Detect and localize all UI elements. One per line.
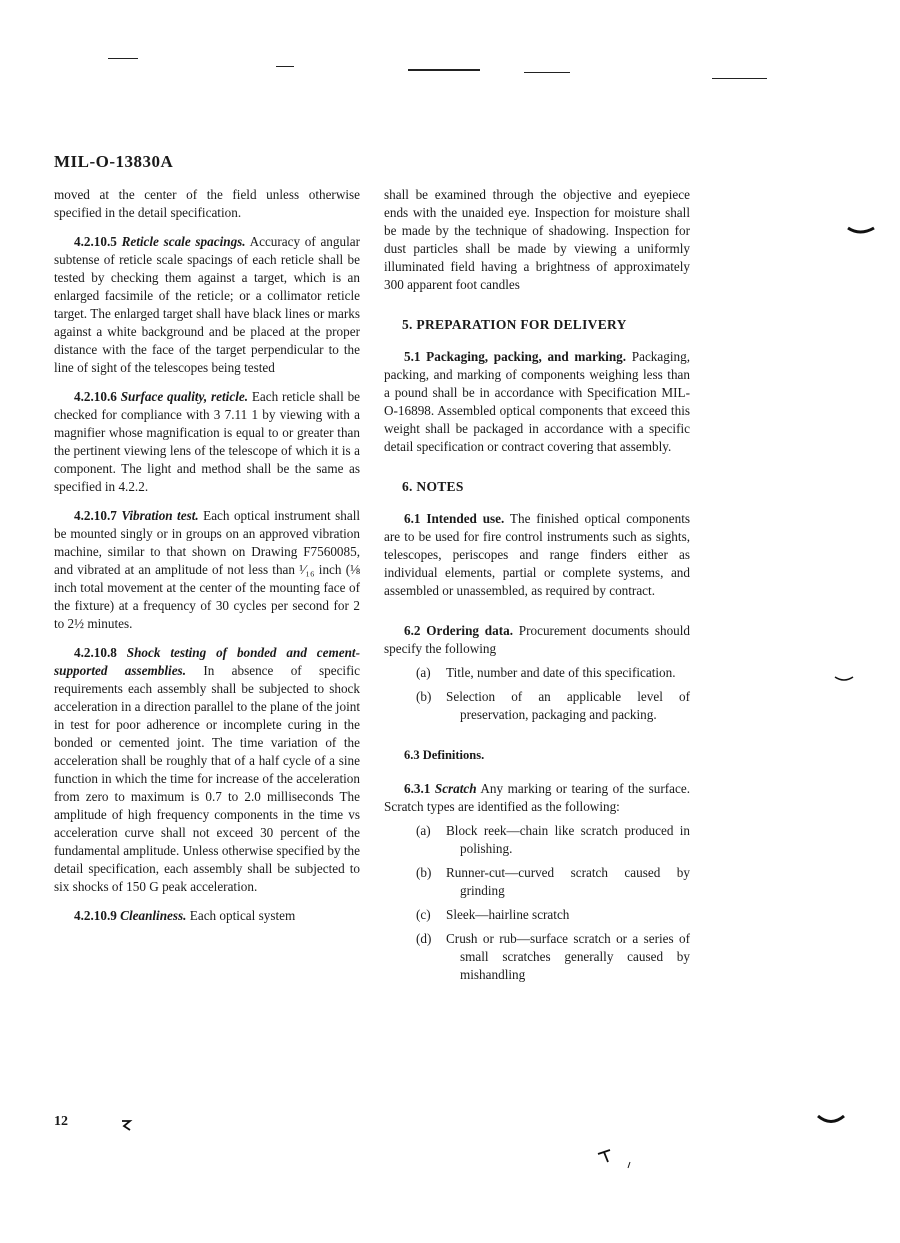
scan-speck xyxy=(816,1112,846,1128)
paragraph-5-1: 5.1 Packaging, packing, and marking. Packaging, packing, and marking of components weighing less than a pound shall be in accordance with Specification MIL-O-16898. Assembled optical components that exceed this weight shall be packaged in accordance with a specific detail specification or contract covering that assembly. xyxy=(384,349,690,454)
paragraph-6-3: 6.3 Definitions. xyxy=(404,748,485,762)
list-item: (d) Crush or rub—surface scratch or a series of small scratches generally caused by mishandling xyxy=(416,931,690,982)
paragraph-4-2-10-5: 4.2.10.5 Reticle scale spacings. Accuracy of angular subtense of reticle scale spacings of each reticle shall be tested by checking them against a target, which is an enlarged facsimile of the reticle; or a collimator reticle target. The enlarged target shall have black lines or marks against a white background and be placed at the proper distance with the face of the target perpendicular to the line of sight of the telescopes being tested xyxy=(54,234,360,375)
list-item: (c) Sleek—hairline scratch xyxy=(416,907,570,922)
list-item: (a) Title, number and date of this specification. xyxy=(416,665,676,680)
scan-speck xyxy=(846,224,876,238)
page-number: 12 xyxy=(54,1114,68,1129)
scan-speck xyxy=(120,1118,134,1132)
scan-artifact-line xyxy=(276,66,294,67)
paragraph-4-2-10-8: 4.2.10.8 Shock testing of bonded and cement-supported assemblies. In absence of specific requirements each assembly shall be subjected to shock acceleration in a direction parallel to the plane of the joint in test for poor adherence or incomplete curing in the bonded or cemented joint. The time variation of the acceleration shall be roughly that of a half cycle of a sine function in which the time for increase of the acceleration from zero to maximum is 0.7 to 2.0 milliseconds The amplitude of high frequency components in the time vs acceleration curve shall not exceed 30 percent of the fundamental amplitude. Unless otherwise specified by the detail specification, each assembly shall be subjected to six shocks of 150 G peak acceleration. xyxy=(54,645,361,894)
scan-artifact-line xyxy=(712,78,767,79)
paragraph-4-2-10-9: 4.2.10.9 Cleanliness. Each optical system xyxy=(74,908,296,923)
scan-artifact-line xyxy=(408,69,480,71)
paragraph-6-2: 6.2 Ordering data. Procurement documents should specify the following xyxy=(384,623,691,656)
left-column xyxy=(54,186,360,936)
scan-speck xyxy=(596,1146,636,1170)
spec-identifier: MIL-O-13830A xyxy=(54,152,174,171)
list-item: (b) Selection of an applicable level of preservation, packaging and packing. xyxy=(416,689,690,722)
paragraph-6-3-1: 6.3.1 Scratch Any marking or tearing of the surface. Scratch types are identified as the following: xyxy=(384,781,690,814)
list-item: (b) Runner-cut—curved scratch caused by grinding xyxy=(416,865,690,898)
scan-speck xyxy=(833,674,855,684)
paragraph-4-2-10-6: 4.2.10.6 Surface quality, reticle. Each reticle shall be checked for compliance with 3 7.11 1 by viewing with a magnifier whose magnification is equal to or greater than the pertinent viewing lens of the telescope of which it is a component. The light and method shall be the same as specified in 4.2.2. xyxy=(54,389,361,494)
section-heading-5: 5. PREPARATION FOR DELIVERY xyxy=(402,317,627,332)
paragraph-4-2-10-7: 4.2.10.7 Vibration test. Each optical instrument shall be mounted singly or in groups on an approved vibration machine, similar to that shown on Drawing F7560085, and vibrated at an amplitude of not less than ¹⁄₁₆ inch (⅛ inch total movement at the center of the mounting face of the fixture) at a frequency of 30 cycles per second for 2 to 2½ minutes. xyxy=(54,508,361,631)
scan-artifact-line xyxy=(524,72,570,73)
paragraph-continued: shall be examined through the objective and eyepiece ends with the unaided eye. Inspection for moisture shall be made by the technique of shadowing. Inspection for dust particles shall be made by viewing a uniformly illuminated field having a brightness of approximately 300 apparent foot candles xyxy=(384,187,690,292)
list-item: (a) Block reek—chain like scratch produced in polishing. xyxy=(416,823,690,856)
paragraph-6-1: 6.1 Intended use. The finished optical components are to be used for fire control instruments such as sights, telescopes, periscopes and range finders either as individual elements, partial or complete systems, and assembled or unassembled, as required by contract. xyxy=(384,511,691,598)
section-heading-6: 6. NOTES xyxy=(402,479,464,494)
scan-artifact-line xyxy=(108,58,138,59)
paragraph-continued: moved at the center of the field unless otherwise specified in the detail specification. xyxy=(54,187,360,220)
right-column xyxy=(384,186,690,990)
